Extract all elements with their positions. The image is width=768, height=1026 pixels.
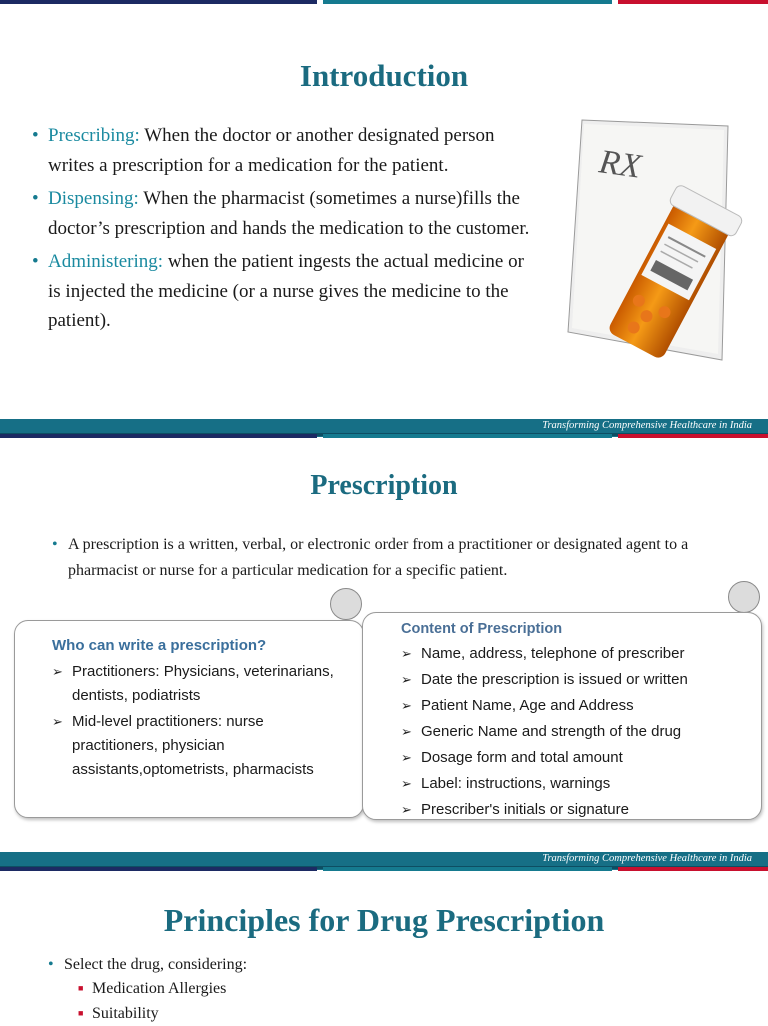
prescription-definition [52, 532, 712, 583]
scroll-curl-left-card [330, 588, 362, 620]
rx-pill-bottle-image [560, 112, 750, 374]
list-item: ➢ Practitioners: Physicians, veterinarians, dentists, podiatrists [52, 660, 352, 708]
who-can-write-list [52, 660, 352, 782]
content-of-prescription-heading: Content of Prescription [401, 621, 563, 637]
list-item: ➢ Name, address, telephone of prescriber [401, 641, 751, 667]
square-bullet-icon: ■ [78, 1008, 84, 1018]
slide-title-introduction: Introduction [299, 58, 469, 93]
square-bullet-icon: ■ [78, 983, 84, 993]
arrow-icon: ➢ [401, 672, 412, 687]
list-item: ➢ Prescriber's initials or signature [401, 797, 751, 823]
principles-bullet-list [48, 952, 648, 977]
bullet-administering: • Administering: when the patient ingests the actual medicine or is injected the medicine (or a nurse gives the medicine to the patient). [32, 251, 524, 331]
arrow-icon: ➢ [401, 724, 412, 739]
top-color-bar [0, 867, 768, 871]
list-item: ➢ Generic Name and strength of the drug [401, 719, 751, 745]
arrow-icon: ➢ [401, 698, 412, 713]
footer-tagline: Transforming Comprehensive Healthcare in India [542, 420, 752, 431]
bullet-prescribing: • Prescribing: When the doctor or another designated person writes a prescription for a medication for the patient. [32, 125, 495, 176]
intro-bullet-list [32, 121, 532, 336]
svg-text:RX: RX [596, 143, 644, 186]
arrow-icon: ➢ [401, 776, 412, 791]
top-color-bar [0, 434, 768, 438]
top-color-bar [0, 0, 768, 4]
content-of-prescription-content [401, 617, 751, 823]
list-item: ➢ Mid-level practitioners: nurse practitioners, physician assistants,optometrists, pharmacists [52, 710, 352, 782]
arrow-icon: ➢ [52, 714, 63, 729]
arrow-icon: ➢ [52, 664, 63, 679]
principles-sub-list [78, 976, 578, 1026]
sub-item-allergies: ■ Medication Allergies [78, 976, 578, 1001]
footer-tagline: Transforming Comprehensive Healthcare in India [542, 853, 752, 864]
sub-item-suitability: ■ Suitability [78, 1001, 578, 1026]
who-can-write-content [52, 634, 352, 782]
list-item: ➢ Label: instructions, warnings [401, 771, 751, 797]
slide-title-principles: Principles for Drug Prescription [163, 902, 605, 938]
list-item: ➢ Dosage form and total amount [401, 745, 751, 771]
arrow-icon: ➢ [401, 646, 412, 661]
bullet-definition: • A prescription is a written, verbal, or electronic order from a practitioner or designated agent to a pharmacist or nurse for a particular medication for a specific patient. [52, 536, 689, 579]
bullet-select-drug: • Select the drug, considering: [48, 956, 248, 973]
arrow-icon: ➢ [401, 750, 412, 765]
list-item: ➢ Patient Name, Age and Address [401, 693, 751, 719]
scroll-curl-right-card [728, 581, 760, 613]
list-item: ➢ Date the prescription is issued or written [401, 667, 751, 693]
bullet-dispensing: • Dispensing: When the pharmacist (sometimes a nurse)fills the doctor’s prescription and hands the medication to the customer. [32, 188, 530, 239]
slide-title-prescription: Prescription [310, 470, 458, 501]
content-of-prescription-list [401, 641, 751, 823]
arrow-icon: ➢ [401, 802, 412, 817]
who-can-write-heading: Who can write a prescription? [52, 637, 267, 654]
